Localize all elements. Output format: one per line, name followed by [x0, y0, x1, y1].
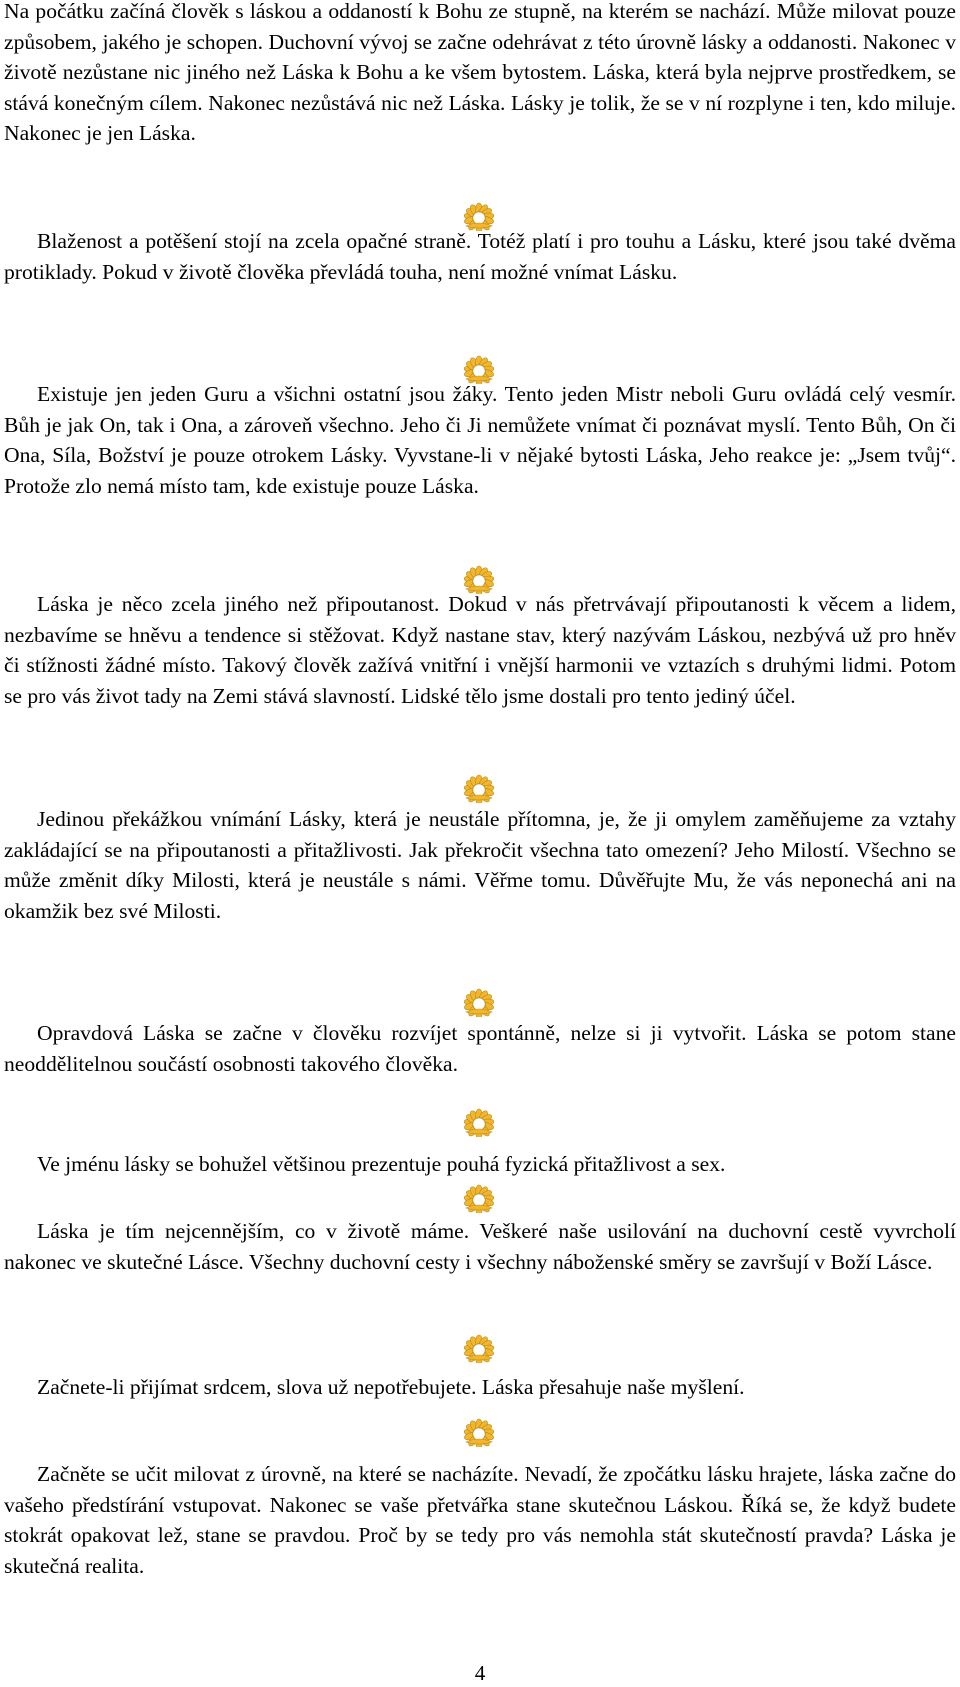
paragraph-8: Láska je tím nejcennějším, co v životě máme. Veškeré naše usilování na duchovní cestě vyvrcholí nakonec ve skutečné Lásce. Všechny duchovní cesty i všechny náboženské směry se završují v Boží Lásce.: [4, 1219, 956, 1274]
lotus-flower-icon: [462, 1333, 496, 1363]
paragraph-5: Jedinou překážkou vnímání Lásky, která je neustále přítomna, je, že ji omylem zaměňujeme za vztahy zakládající se na připoutanosti a přitažlivosti. Jak překročit všechna tato omezení? Jeho Milostí. Všechno se může změnit díky Milosti, která je neustále s námi. Věřme tomu. Důvěřujte Mu, že vás neponechá ani na okamžik bez své Milosti.: [4, 807, 956, 923]
paragraph-4: Láska je něco zcela jiného než připoutanost. Dokud v nás přetrvávají připoutanosti k věcem a lidem, nezbavíme se hněvu a tendence si stěžovat. Když nastane stav, který nazývám Láskou, nezbývá už pro hněv či stížnosti žádné místo. Takový člověk zažívá vnitřní i vnější harmonii ve vztazích s druhými lidmi. Potom se pro vás život tady na Zemi stává slavností. Lidské tělo jsme dostali pro tento jediný účel.: [4, 592, 956, 708]
paragraph-10: Začněte se učit milovat z úrovně, na které se nacházíte. Nevadí, že zpočátku lásku hrajete, láska začne do vašeho předstírání vstupovat. Nakonec se vaše přetvářka stane skutečnou Láskou. Říká se, že když budete stokrát opakovat lež, stane se pravdou. Proč by se tedy pro vás nemohla stát skutečností pravda? Láska je skutečná realita.: [4, 1462, 956, 1578]
paragraph-6: Opravdová Láska se začne v člověku rozvíjet spontánně, nelze si ji vytvořit. Láska se potom stane neoddělitelnou součástí osobnosti takového člověka.: [4, 1021, 956, 1076]
page-number: 4: [474, 1661, 486, 1685]
lotus-flower-icon: [462, 1417, 496, 1447]
lotus-flower-icon: [462, 1107, 496, 1137]
paragraph-2: Blaženost a potěšení stojí na zcela opačné straně. Totéž platí i pro touhu a Lásku, které jsou také dvěma protiklady. Pokud v životě člověka převládá touha, není možné vnímat Lásku.: [4, 229, 956, 284]
lotus-flower-icon: [462, 1183, 496, 1213]
lotus-flower-icon: [462, 987, 496, 1017]
paragraph-7: Ve jménu lásky se bohužel většinou prezentuje pouhá fyzická přitažlivost a sex.: [37, 1152, 726, 1176]
paragraph-9: Začnete-li přijímat srdcem, slova už nepotřebujete. Láska přesahuje naše myšlení.: [37, 1375, 745, 1399]
paragraph-1: Na počátku začíná člověk s láskou a oddaností k Bohu ze stupně, na kterém se nachází. Může milovat pouze způsobem, jakého je schopen. Duchovní vývoj se začne odehrávat z této úrovně lásky a oddanosti. Nakonec v životě nezůstane nic jiného než Láska k Bohu a ke všem bytostem. Láska, která byla nejprve prostředkem, se stává konečným cílem. Nakonec nezůstává nic než Láska. Lásky je tolik, že se v ní rozplyne i ten, kdo miluje. Nakonec je jen Láska.: [4, 0, 956, 146]
lotus-flower-icon: [462, 773, 496, 803]
paragraph-3: Existuje jen jeden Guru a všichni ostatní jsou žáky. Tento jeden Mistr neboli Guru ovládá celý vesmír. Bůh je jak On, tak i Ona, a zároveň všechno. Jeho či Ji nemůžete vnímat či poznávat myslí. Tento Bůh, On či Ona, Síla, Božství je pouze otrokem Lásky. Vyvstane-li v nějaké bytosti Láska, Jeho reakce je: „Jsem tvůj“. Protože zlo nemá místo tam, kde existuje pouze Láska.: [4, 382, 956, 498]
